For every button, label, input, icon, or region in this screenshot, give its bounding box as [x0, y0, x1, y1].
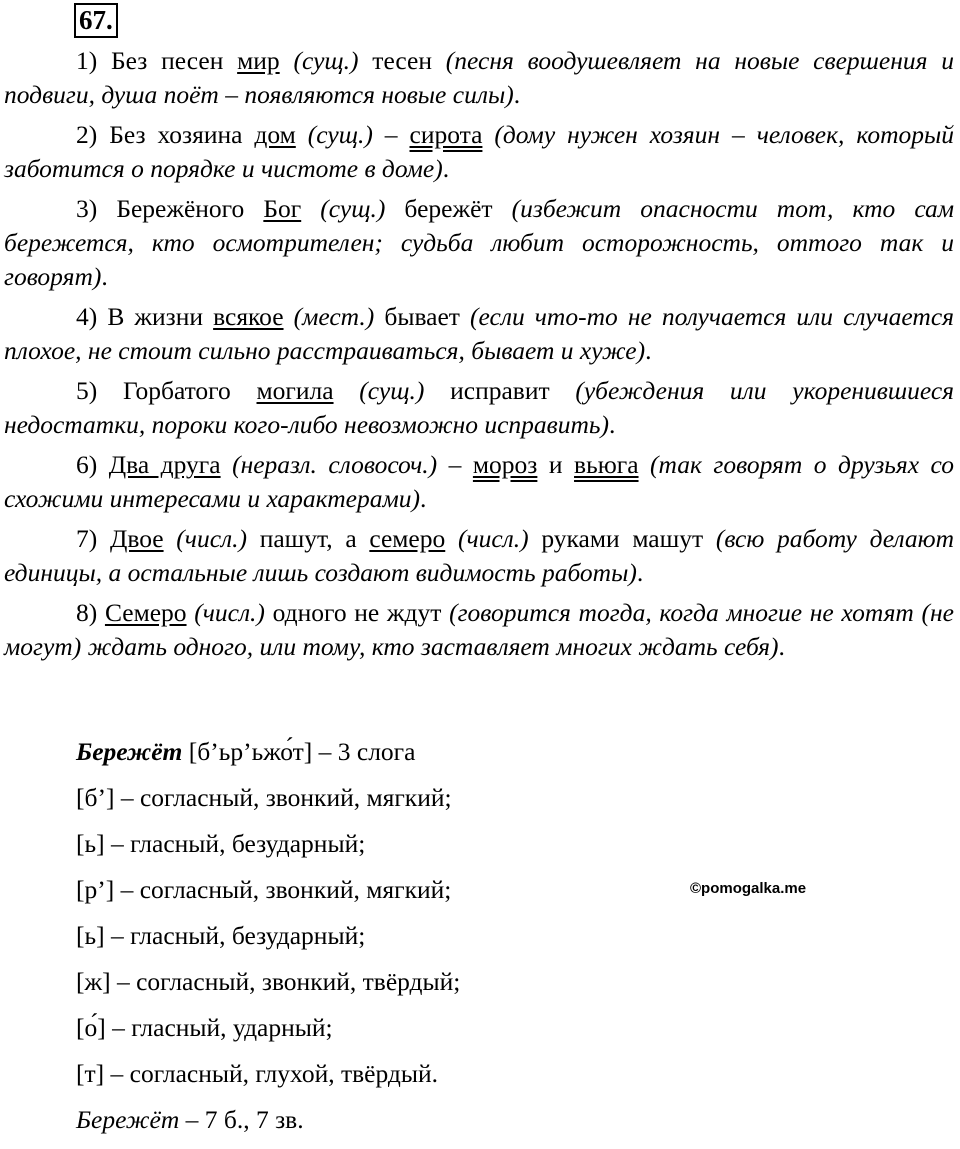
proverb-text: . [420, 484, 427, 513]
proverb-note: (если что-то не получается или случается плохое, не стоит сильно расстраиваться, бывает и хуже) [4, 302, 954, 365]
proverb-text: 3) Бережёного [76, 194, 264, 223]
proverb-text: одного не ждут [264, 598, 450, 627]
underlined-word: Семеро [104, 598, 187, 627]
sound-line: [о́] – гласный, ударный; [76, 1013, 333, 1042]
proverb-text: и [537, 450, 575, 479]
proverb-note: (песня воодушевляет на новые свершения и подвиги, душа поёт – появляются новые силы) [4, 46, 954, 109]
summary-count: – 7 б., 7 зв. [179, 1105, 304, 1134]
proverb-note: (сущ.) [307, 120, 373, 149]
proverb-text: бывает [374, 302, 471, 331]
proverb-5 [4, 374, 954, 442]
proverb-note: (так говорят о друзьях со схожими интересами и характерами) [4, 450, 954, 513]
proverb-note: (мест.) [293, 302, 375, 331]
summary-word: Бережёт [76, 1105, 180, 1134]
proverb-note: (убеждения или укоренившиеся недостатки, пороки кого-либо невозможно исправить) [4, 376, 955, 439]
proverb-text: 4) В жизни [76, 302, 214, 331]
proverb-note: (сущ.) [359, 376, 425, 405]
proverb-text: . [513, 80, 521, 109]
phonetic-summary [76, 1103, 460, 1149]
proverb-note: (сущ.) [320, 194, 386, 223]
underlined-word: мороз [472, 450, 538, 479]
proverb-note: (говорится тогда, когда многие не хотят (не могут) ждать одного, или тому, кто заставляет многих ждать себя) [4, 598, 954, 661]
proverb-text: 6) [76, 450, 109, 479]
sound-line: [ж] – согласный, звонкий, твёрдый; [76, 967, 461, 996]
proverb-text: . [609, 410, 616, 439]
proverb-text: . [778, 632, 785, 661]
proverb-text [445, 524, 458, 553]
proverb-text: . [636, 558, 644, 587]
watermark: ©pomogalka.me [690, 880, 807, 897]
proverb-text: бережёт [385, 194, 512, 223]
proverb-text: . [101, 262, 108, 291]
proverb-text: 5) Горбатого [76, 376, 257, 405]
phonetic-heading [76, 735, 460, 781]
proverb-text: . [442, 154, 450, 183]
proverb-note: (числ.) [194, 598, 265, 627]
proverb-text [639, 450, 651, 479]
proverb-4 [4, 300, 954, 368]
proverb-note: (сущ.) [293, 46, 359, 75]
proverb-note: (дому нужен хозяин – человек, который заботится о порядке и чистоте в доме) [4, 120, 955, 183]
proverb-text: 2) Без хозяина [76, 120, 255, 149]
sound-line: [ь] – гласный, безударный; [76, 921, 366, 950]
sound-line: [ь] – гласный, безударный; [76, 829, 366, 858]
proverb-note: (всю работу делают единицы, а остальные лишь создают видимость работы) [4, 524, 955, 587]
proverb-note: (числ.) [457, 524, 529, 553]
proverb-3 [4, 192, 954, 294]
proverb-text: исправит [424, 376, 576, 405]
underlined-word: дом [254, 120, 296, 149]
underlined-word: Два друга [108, 450, 221, 479]
proverb-text [221, 450, 233, 479]
underlined-word: могила [256, 376, 334, 405]
proverb-7 [4, 522, 954, 590]
sound-line: [б’] – согласный, звонкий, мягкий; [76, 783, 452, 812]
sound-line: [р’] – согласный, звонкий, мягкий; [76, 875, 452, 904]
proverb-text: . [645, 336, 652, 365]
proverb-text [301, 194, 320, 223]
transcription: [б’ьр’ьжо́т] – 3 слога [182, 737, 416, 766]
underlined-word: Двое [109, 524, 164, 553]
proverb-list [4, 44, 954, 670]
proverb-text: – [372, 120, 410, 149]
proverb-text [296, 120, 308, 149]
proverb-text [334, 376, 360, 405]
proverb-text: руками машут [528, 524, 716, 553]
proverb-text: 8) [76, 598, 105, 627]
underlined-word: Бог [263, 194, 302, 223]
underlined-word: всякое [213, 302, 284, 331]
proverb-1 [4, 44, 954, 112]
underlined-word: вьюга [574, 450, 639, 479]
proverb-text: 7) [76, 524, 110, 553]
sound-line: [т] – согласный, глухой, твёрдый. [76, 1059, 439, 1088]
underlined-word: семеро [369, 524, 446, 553]
proverb-2 [4, 118, 954, 186]
proverb-note: (избежит опасности тот, кто сам бережется, кто осмотрителен; судьба любит осторожность, оттого так и говорят) [4, 194, 954, 291]
proverb-text: пашут, а [247, 524, 370, 553]
proverb-text: тесен [358, 46, 446, 75]
proverb-text: – [437, 450, 473, 479]
proverb-text [280, 46, 294, 75]
proverb-6 [4, 448, 954, 516]
analyzed-word: Бережёт [76, 737, 183, 766]
proverb-text [482, 120, 494, 149]
proverb-note: (неразл. словосоч.) [232, 450, 438, 479]
proverb-8 [4, 596, 954, 664]
phonetic-analysis [76, 735, 460, 1149]
proverb-text [164, 524, 177, 553]
underlined-word: мир [237, 46, 280, 75]
exercise-number: 67. [74, 3, 118, 38]
underlined-word: сирота [409, 120, 483, 149]
proverb-note: (числ.) [176, 524, 247, 553]
proverb-text [284, 302, 294, 331]
proverb-text: 1) Без песен [76, 46, 238, 75]
